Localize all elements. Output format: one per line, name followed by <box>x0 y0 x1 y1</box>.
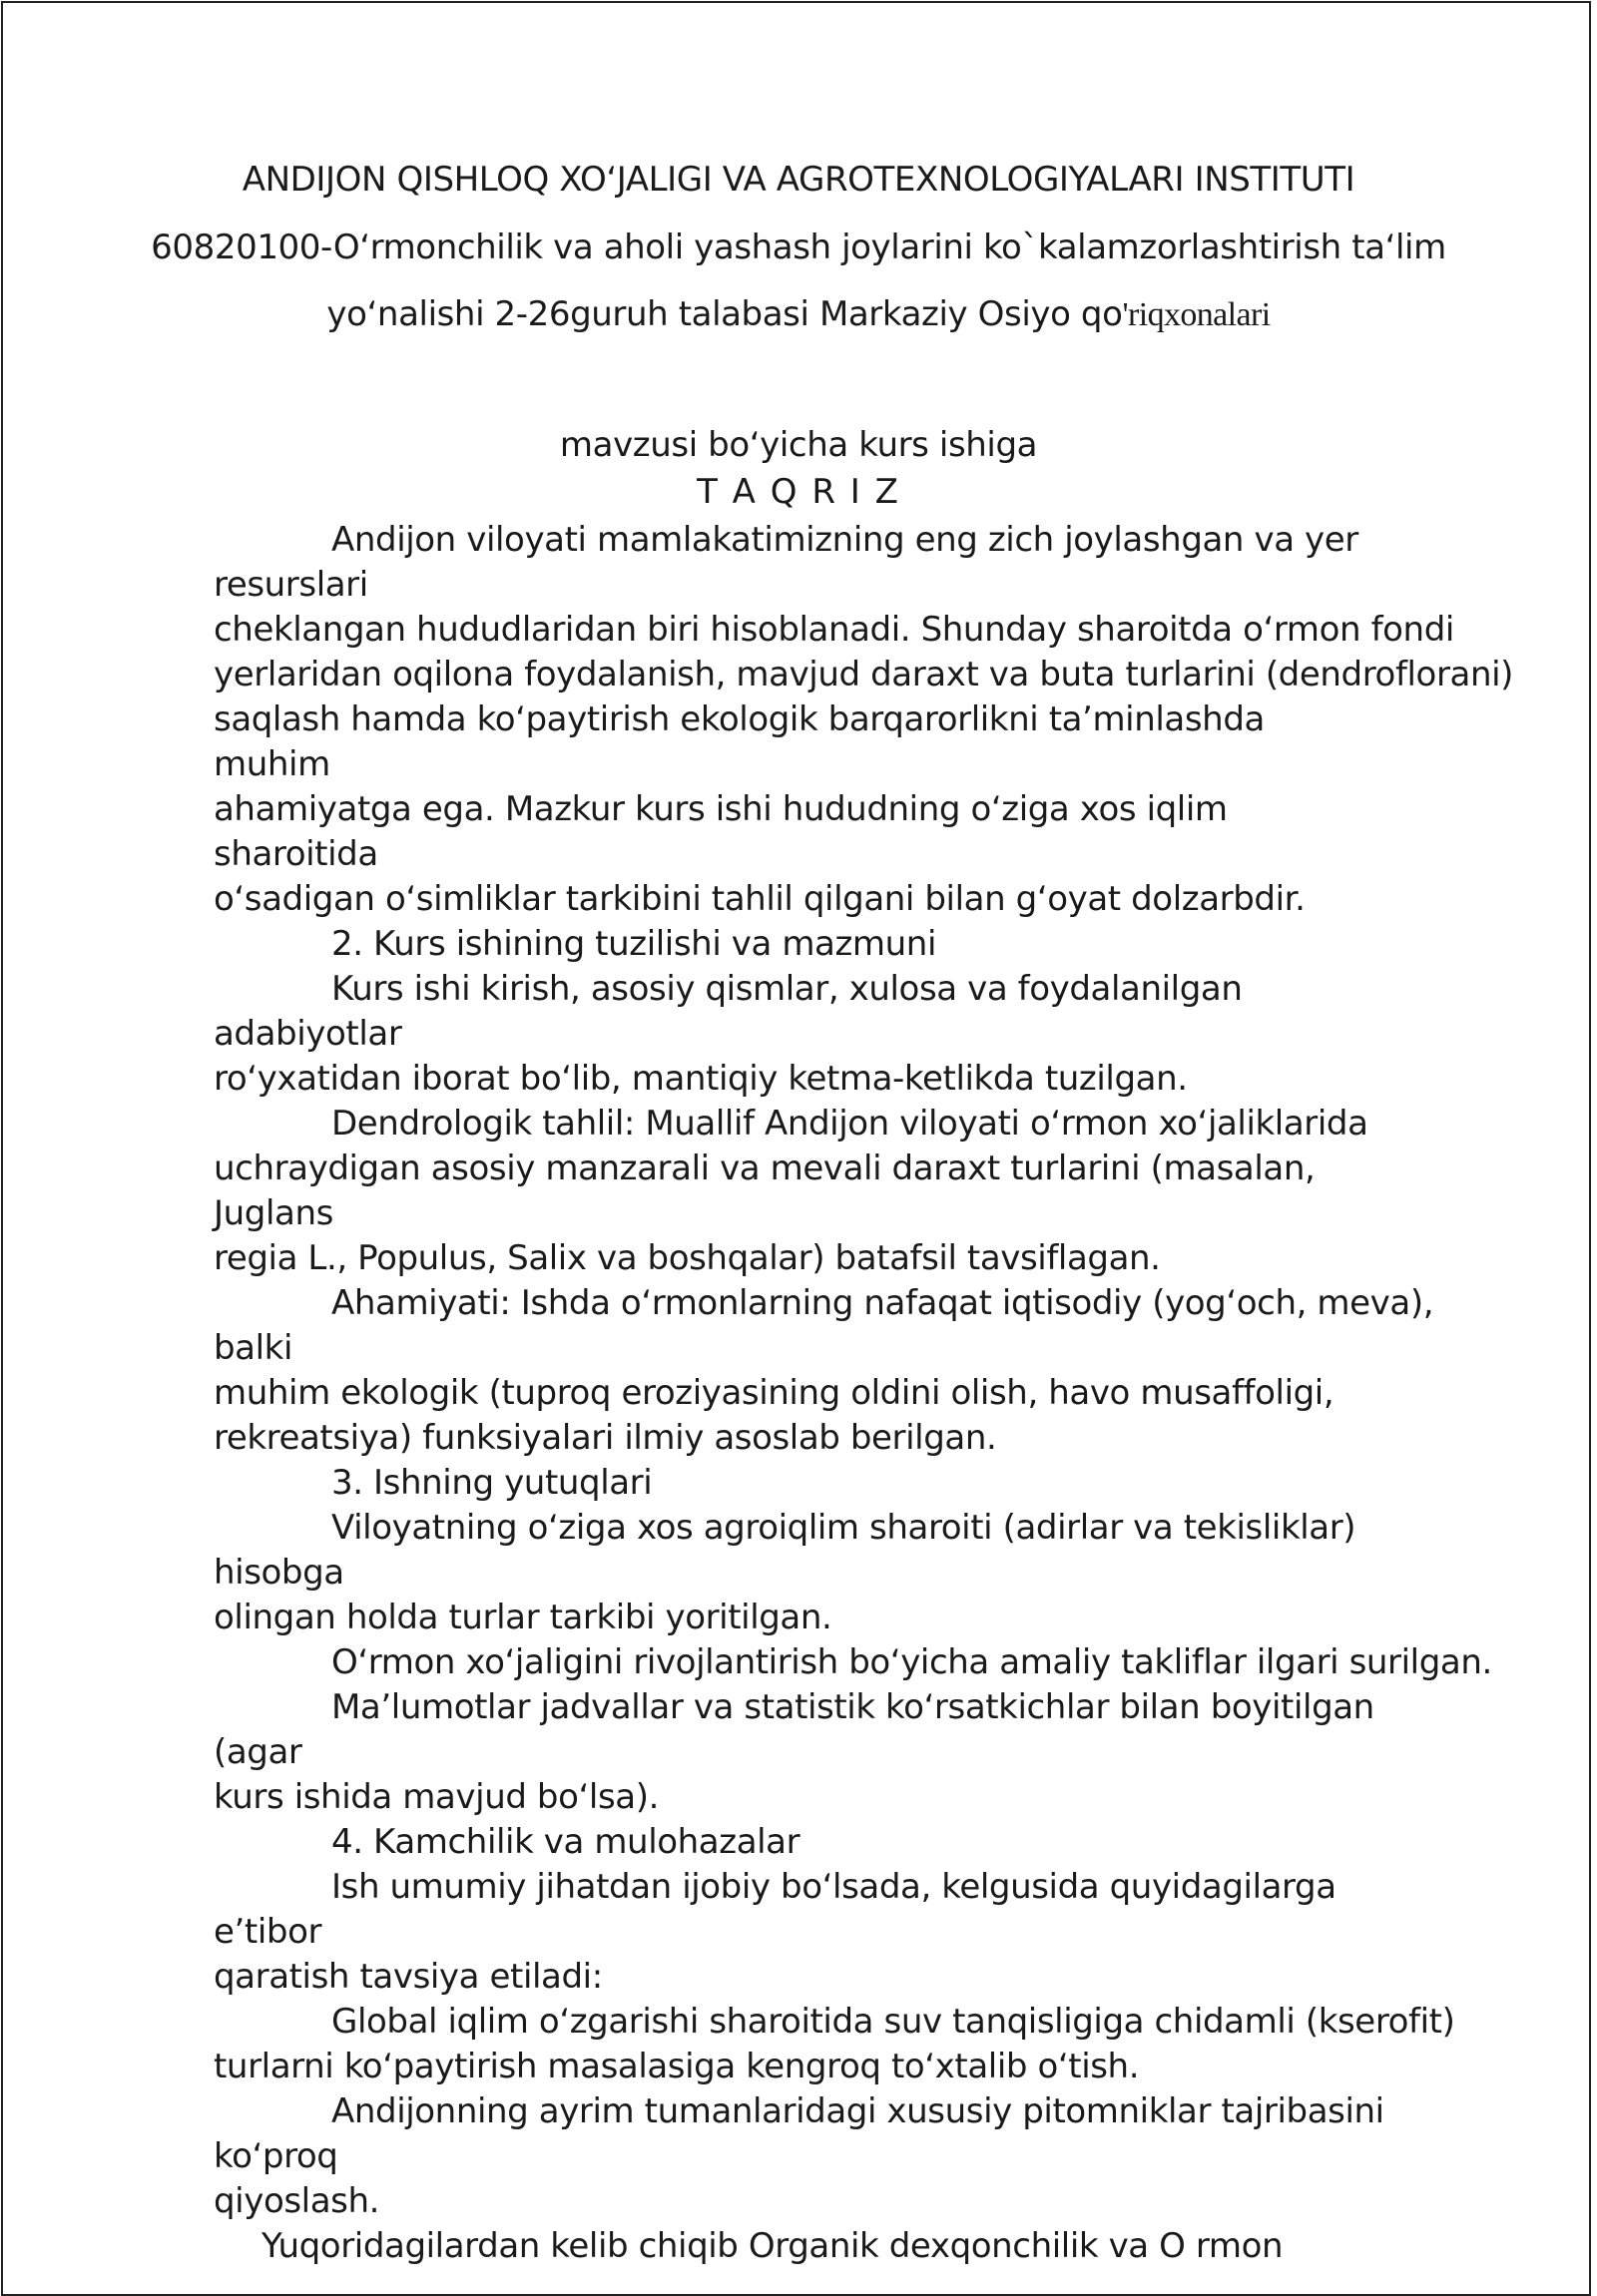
body-line: koʻproq <box>214 2136 338 2176</box>
body-line: 3. Ishning yutuqlari <box>331 1463 653 1503</box>
body-line: Ahamiyati: Ishda oʻrmonlarning nafaqat iqtisodiy (yogʻoch, meva), <box>331 1283 1434 1323</box>
body-line: Kurs ishi kirish, asosiy qismlar, xulosa va foydalanilgan <box>331 969 1243 1009</box>
body-line: Andijonning ayrim tumanlaridagi xususiy pitomniklar tajribasini <box>331 2091 1384 2131</box>
body-line: Global iqlim oʻzgarishi sharoitida suv tanqisligiga chidamli (kserofit) <box>331 2002 1455 2042</box>
body-line: Yuqoridagilardan kelib chiqib Organik dexqonchilik va O rmon <box>262 2226 1284 2266</box>
body-line: qiyoslash. <box>214 2181 380 2221</box>
body-line: 2. Kurs ishining tuzilishi va mazmuni <box>331 924 936 964</box>
topic-line: mavzusi boʻyicha kurs ishiga <box>559 425 1038 465</box>
body-line: Oʻrmon xoʻjaligini rivojlantirish boʻyicha amaliy takliflar ilgari surilgan. <box>331 1642 1492 1682</box>
body-line: saqlash hamda koʻpaytirish ekologik barqarorlikni taʼminlashda <box>214 699 1265 739</box>
body-line: Dendrologik tahlil: Muallif Andijon viloyati oʻrmon xoʻjaliklarida <box>331 1104 1368 1144</box>
body-line: Juglans <box>214 1193 333 1233</box>
document-title: T A Q R I Z <box>697 472 900 512</box>
body-line: olingan holda turlar tarkibi yoritilgan. <box>214 1598 832 1637</box>
student-line-main: yoʻnalishi 2-26guruh talabasi Markaziy Osiyo qo <box>326 294 1123 334</box>
body-line: resurslari <box>214 565 368 605</box>
body-line: Andijon viloyati mamlakatimizning eng zich joylashgan va yer <box>331 520 1358 560</box>
institute-name: ANDIJON QISHLOQ XOʻJALIGI VA AGROTEXNOLOGIYALARI INSTITUTI <box>242 160 1355 200</box>
review-body <box>214 518 1581 2269</box>
body-line: qaratish tavsiya etiladi: <box>214 1957 603 1997</box>
body-line: 4. Kamchilik va mulohazalar <box>331 1822 800 1862</box>
body-line: sharoitida <box>214 834 378 874</box>
body-line: hisobga <box>214 1553 344 1593</box>
body-line: balki <box>214 1328 292 1368</box>
specialty-line: 60820100-Oʻrmonchilik va aholi yashash joylarini ko`kalamzorlashtirish taʻlim <box>151 228 1446 267</box>
body-line: regia L., Populus, Salix va boshqalar) batafsil tavsiflagan. <box>214 1238 1161 1278</box>
body-line: kurs ishida mavjud boʻlsa). <box>214 1777 659 1817</box>
student-line-tail: 'riqxonalari <box>1122 296 1271 333</box>
body-line: uchraydigan asosiy manzarali va mevali daraxt turlarini (masalan, <box>214 1148 1316 1188</box>
body-line: muhim ekologik (tuproq eroziyasining oldini olish, havo musaffoligi, <box>214 1373 1334 1413</box>
student-line <box>0 292 1597 337</box>
body-line: roʻyxatidan iborat boʻlib, mantiqiy ketma-ketlikda tuzilgan. <box>214 1059 1188 1099</box>
body-line: (agar <box>214 1732 302 1772</box>
body-line: eʼtibor <box>214 1912 322 1952</box>
body-line: cheklangan hududlaridan biri hisoblanadi. Shunday sharoitda oʻrmon fondi <box>214 610 1454 650</box>
body-line: yerlaridan oqilona foydalanish, mavjud daraxt va buta turlarini (dendroflorani) <box>214 655 1514 694</box>
body-line: rekreatsiya) funksiyalari ilmiy asoslab berilgan. <box>214 1418 997 1458</box>
body-line: Maʼlumotlar jadvallar va statistik koʻrsatkichlar bilan boyitilgan <box>331 1687 1374 1727</box>
body-line: turlarni koʻpaytirish masalasiga kengroq toʻxtalib oʻtish. <box>214 2047 1140 2086</box>
body-line: adabiyotlar <box>214 1014 402 1054</box>
body-line: Ish umumiy jihatdan ijobiy boʻlsada, kelgusida quyidagilarga <box>331 1867 1336 1907</box>
body-line: muhim <box>214 744 330 784</box>
body-line: ahamiyatga ega. Mazkur kurs ishi hududning oʻziga xos iqlim <box>214 789 1228 829</box>
body-line: oʻsadigan oʻsimliklar tarkibini tahlil qilgani bilan gʻoyat dolzarbdir. <box>214 879 1306 919</box>
body-line: Viloyatning oʻziga xos agroiqlim sharoiti (adirlar va tekisliklar) <box>331 1508 1356 1548</box>
